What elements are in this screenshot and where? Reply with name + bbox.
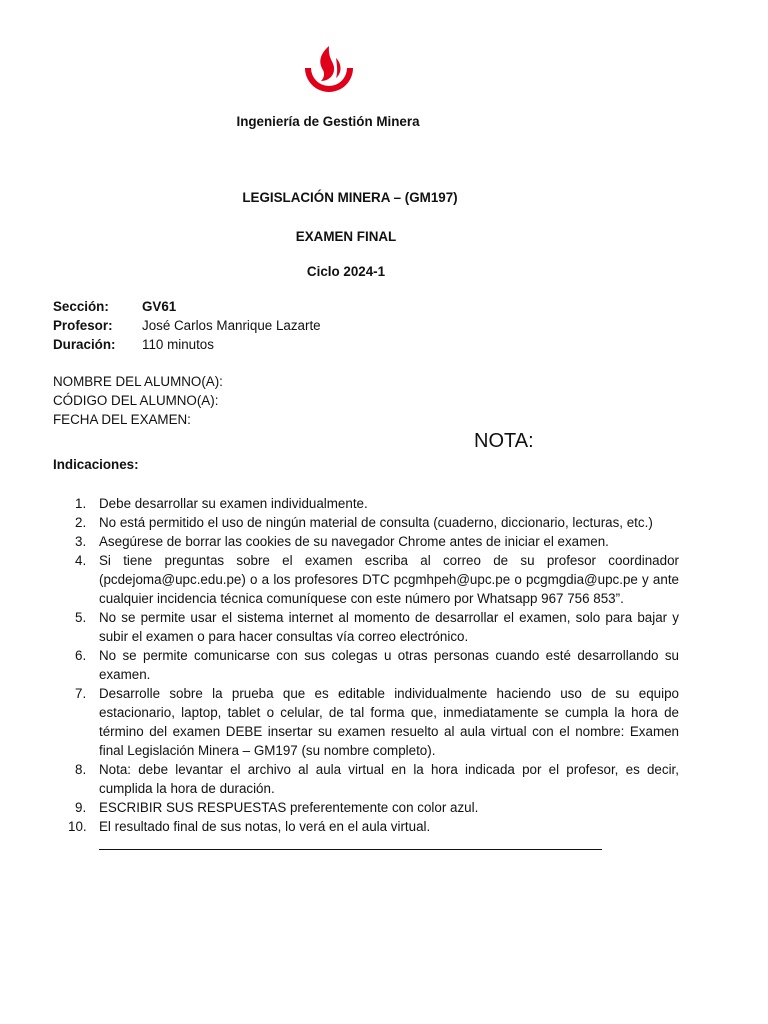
upc-flame-logo-icon [300,44,358,102]
exam-title: EXAMEN FINAL [295,229,397,244]
course-title: LEGISLACIÓN MINERA – (GM197) [242,190,458,205]
list-item-number: 10. [68,819,87,834]
list-item-number: 3. [75,534,87,549]
duration-row [53,335,321,354]
list-item [53,646,679,684]
professor-row [53,316,321,335]
instructions-list [53,494,679,836]
list-item [53,532,679,551]
indications-title: Indicaciones: [53,457,139,472]
list-item-text: Asegúrese de borrar las cookies de su navegador Chrome antes de iniciar el examen. [99,534,609,549]
exam-date-field[interactable]: FECHA DEL EXAMEN: [53,412,191,427]
list-item-text: El resultado final de sus notas, lo verá en el aula virtual. [99,819,431,834]
list-item-text: Debe desarrollar su examen individualmente. [99,496,368,511]
list-item-number: 2. [75,515,87,530]
exam-info [53,297,321,354]
list-item-text: No está permitido el uso de ningún material de consulta (cuaderno, diccionario, lecturas, etc.) [99,515,653,530]
professor-label: Profesor: [53,318,113,333]
list-item [53,494,679,513]
duration-value: 110 minutos [142,337,214,352]
list-item [53,760,679,798]
section-row [53,297,321,316]
student-fields [53,372,223,429]
student-code-field[interactable]: CÓDIGO DEL ALUMNO(A): [53,393,219,408]
divider-line [99,849,602,850]
list-item-text: ESCRIBIR SUS RESPUESTAS preferentemente con color azul. [99,800,479,815]
list-item [53,817,679,836]
list-item-number: 5. [75,610,87,625]
list-item-number: 4. [75,553,87,568]
professor-value: José Carlos Manrique Lazarte [142,318,321,333]
list-item-text: Si tiene preguntas sobre el examen escriba al correo de su profesor coordinador (pcdejoma@upc.edu.pe) o a los profesores DTC pcgmhpeh@upc.pe o pcgmgdia@upc.pe y ante cualquier incidencia técnica comuníquese con este número por Whatsapp 967 756 853”. [99,553,679,606]
list-item [53,798,679,817]
list-item-text: No se permite comunicarse con sus colegas u otras personas cuando esté desarrollando su examen. [99,648,679,682]
list-item-text: No se permite usar el sistema internet al momento de desarrollar el examen, solo para bajar y subir el examen o para hacer consultas vía correo electrónico. [99,610,679,644]
faculty-name: Ingeniería de Gestión Minera [236,114,420,129]
list-item-number: 7. [75,686,87,701]
list-item [53,608,679,646]
list-item-number: 8. [75,762,87,777]
section-label: Sección: [53,299,109,314]
list-item-number: 6. [75,648,87,663]
list-item [53,513,679,532]
list-item-text: Desarrolle sobre la prueba que es editable individualmente haciendo uso de su equipo estacionario, laptop, tablet o celular, de tal forma que, inmediatamente se cumpla la hora de término del examen DEBE insertar su examen resuelto al aula virtual con el nombre: Examen final Legislación Minera – GM197 (su nombre completo). [99,686,679,758]
list-item-number: 1. [75,496,87,511]
list-item-text: Nota: debe levantar el archivo al aula virtual en la hora indicada por el profesor, es decir, cumplida la hora de duración. [99,762,679,796]
cycle-label: Ciclo 2024-1 [306,264,386,279]
duration-label: Duración: [53,337,116,352]
list-item-number: 9. [75,800,87,815]
student-name-field[interactable]: NOMBRE DEL ALUMNO(A): [53,374,223,389]
list-item [53,684,679,760]
section-value: GV61 [142,299,177,314]
grade-label: NOTA: [474,430,534,452]
list-item [53,551,679,608]
